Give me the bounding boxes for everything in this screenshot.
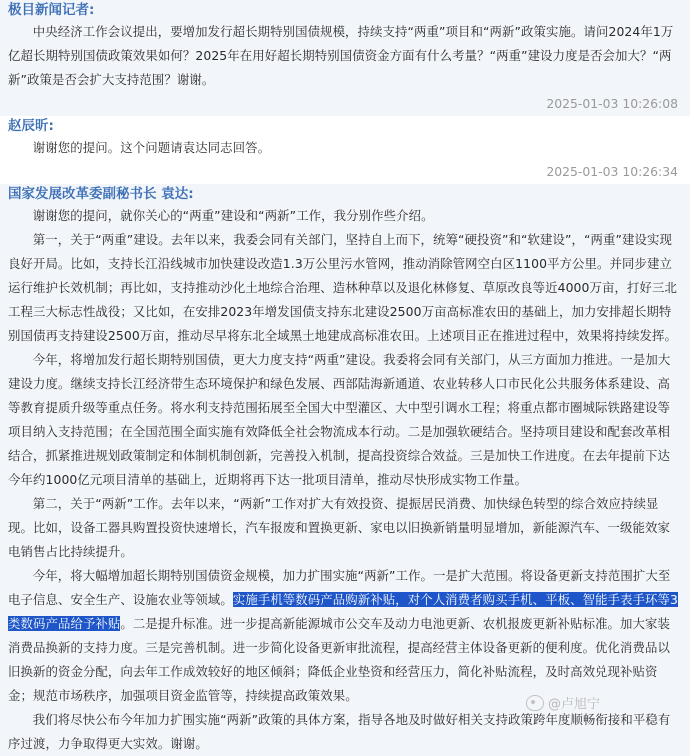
question-text: 中央经济工作会议提出，要增加发行超长期特别国债规模，持续支持“两重”项目和“两新”政策实施。请问2024年1万亿超长期特别国债政策效果如何？2025年在用好超长期特别国债资金方面有什么考量？“两重”建设力度是否会加大？“两新”政策是否会扩大支持范围？谢谢。 <box>8 24 674 87</box>
reply-text: 谢谢您的提问。这个问题请袁达同志回答。 <box>32 140 271 155</box>
text-before: 今年，将大幅增加超长期特别国债资金规模，加力扩围实施“两新”工作。一是扩大范围。将设备更新支持范围扩大至电子信息、安全生产、设施农业等领域。 <box>8 568 671 607</box>
speaker-name: 极目新闻记者: <box>8 2 95 18</box>
answer-paragraph: 第二，关于“两新”工作。去年以来，“两新”工作对扩大有效投资、提振居民消费、加快绿色转型的综合效应持续显现。比如，设备工器具购置投资快速增长，汽车报废和置换更新、家电以旧换新销量明显增加，新能源汽车、一级能效家电销售占比持续提升。 <box>8 496 671 559</box>
watermark-text: @卢旭宁 <box>547 697 600 712</box>
answer-paragraph-highlighted <box>8 564 682 708</box>
answer-paragraph: 我们将尽快公布今年加力扩围实施“两新”政策的具体方案，指导各地及时做好相关支持政策跨年度顺畅衔接和平稳有序过渡，力争取得更大实效。谢谢。 <box>8 712 671 751</box>
selected-text-highlight[interactable]: 实施手机等数码产品购新补贴，对个人消费者购买手机、平板、智能手表手环等3类数码产品给予补贴 <box>8 592 678 631</box>
speaker-name: 赵辰昕: <box>8 118 54 134</box>
speaker-name: 国家发展改革委副秘书长 袁达: <box>8 186 194 202</box>
timestamp: 2025-01-03 10:26:34 <box>546 164 678 179</box>
question-block <box>0 0 690 116</box>
weibo-icon <box>526 695 544 711</box>
watermark <box>526 693 600 712</box>
reply-block <box>0 116 690 184</box>
text-after: 。二是提升标准。进一步提高新能源城市公交车及动力电池更新、农机报废更新补贴标准。加大家装消费品换新的支持力度。三是完善机制。进一步简化设备更新审批流程，提高经营主体设备更新的便利度。优化消费品以旧换新的资金分配，向去年工作成效较好的地区倾斜；降低企业垫资和经营压力，简化补贴流程，及时高效兑现补贴资金；规范市场秩序，加强项目资金监管等，持续提高政策效果。 <box>8 616 671 703</box>
answer-block <box>0 184 690 756</box>
answer-paragraph: 今年，将增加发行超长期特别国债，更大力度支持“两重”建设。我委将会同有关部门，从三方面加力推进。一是加大建设力度。继续支持长江经济带生态环境保护和绿色发展、西部陆海新通道、农业转移人口市民化公共服务体系建设、高等教育提质升级等重点任务。将水利支持范围拓展至全国大中型灌区、大中型引调水工程；将重点都市圈城际铁路建设等项目纳入支持范围；在全国范围全面实施有效降低全社会物流成本行动。二是加强软硬结合。坚持项目建设和配套改革相结合，抓紧推进规划政策制定和体制机制创新，完善投入机制，提高投资综合效益。三是加快工作进度。在去年提前下达今年约1000亿元项目清单的基础上，近期将再下达一批项目清单，推动尽快形成实物工作量。 <box>8 352 671 487</box>
answer-paragraph: 第一，关于“两重”建设。去年以来，我委会同有关部门，坚持自上而下，统筹“硬投资”和“软建设”，“两重”建设实现良好开局。比如，支持长江沿线城市加快建设改造1.3万公里污水管网，推动消除管网空白区1100平方公里。并同步建立运行维护长效机制；再比如，支持推动沙化土地综合治理、造林种草以及退化林修复、草原改良等近4000万亩，打好三北工程三大标志性战役；又比如，在安排2023年增发国债支持东北建设2500万亩高标准农田的基础上，加力安排超长期特别国债再支持建设2500万亩，推动尽早将东北全域黑土地建成高标准农田。上述项目正在推进过程中，效果将持续发挥。 <box>8 232 677 343</box>
timestamp: 2025-01-03 10:26:08 <box>546 96 678 111</box>
answer-paragraph: 谢谢您的提问，就你关心的“两重”建设和“两新”工作，我分别作些介绍。 <box>32 208 434 223</box>
